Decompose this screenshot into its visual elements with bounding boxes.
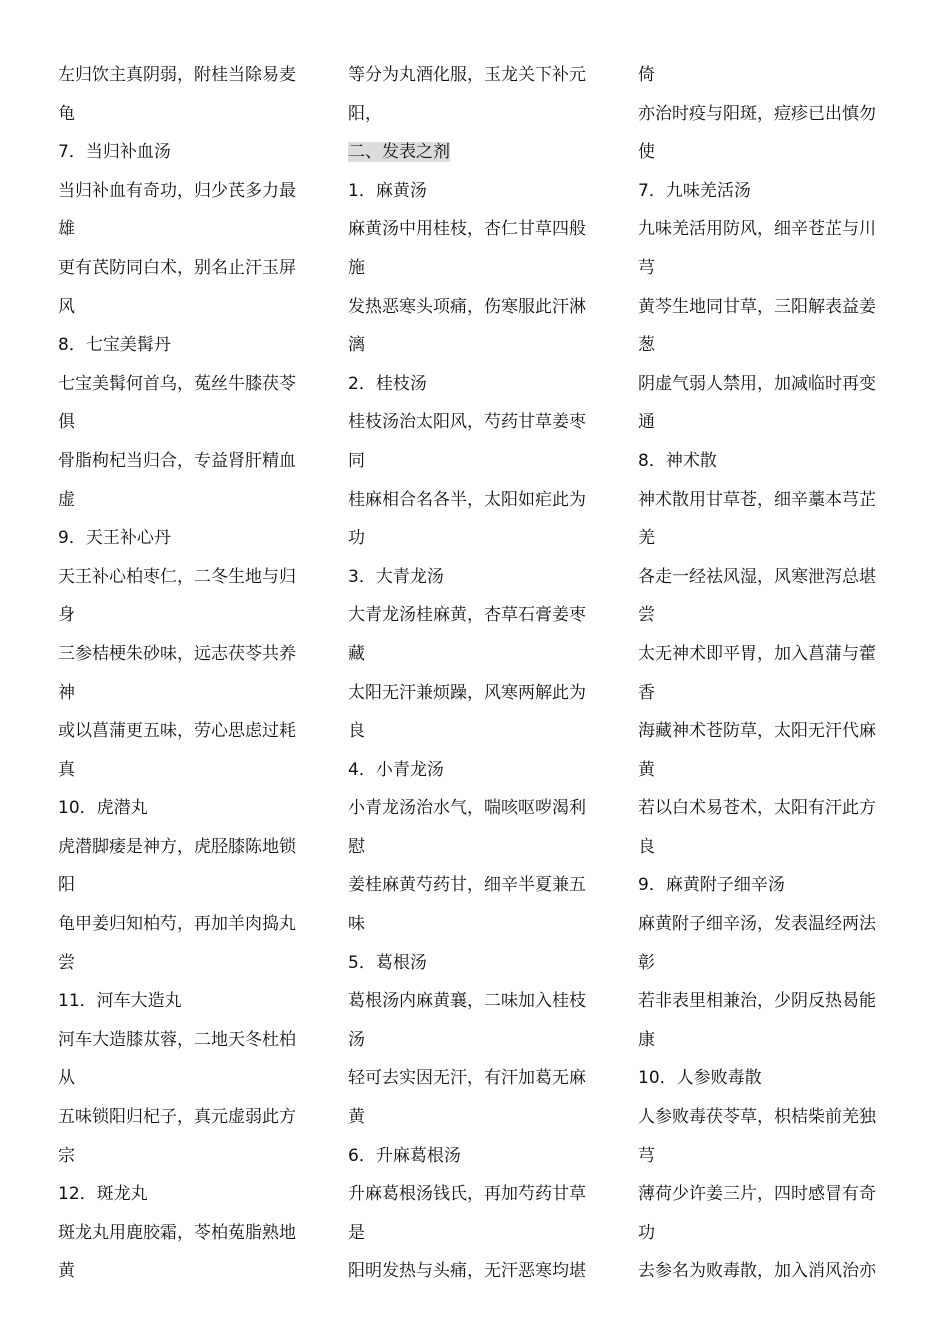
text-line — [58, 674, 320, 713]
text-line — [348, 674, 610, 713]
text-line-content: 小青龙汤治水气，喘咳呕哕渴利 — [348, 798, 586, 819]
text-line — [638, 1059, 900, 1098]
text-line-content: 2．桂枝汤 — [348, 373, 427, 394]
text-line-content: 8．七宝美髯丹 — [58, 335, 171, 356]
text-line-content: 9．麻黄附子细辛汤 — [638, 875, 785, 896]
text-line — [348, 288, 610, 327]
text-line — [58, 95, 320, 134]
text-line-content: 味 — [348, 914, 365, 935]
text-line-content: 良 — [638, 836, 655, 857]
text-line — [348, 56, 610, 95]
text-line-content: 桂枝汤治太阳风，芍药甘草姜枣 — [348, 412, 586, 433]
text-line-content: 阳， — [348, 103, 382, 124]
text-line-content: 海藏神术苍防草，太阳无汗代麻 — [638, 721, 876, 742]
text-line — [348, 1098, 610, 1137]
text-line-content: 良 — [348, 721, 365, 742]
text-line-content: 等分为丸酒化服，玉龙关下补元 — [348, 65, 586, 85]
text-line — [638, 712, 900, 751]
text-line-content: 大青龙汤桂麻黄，杏草石膏姜枣 — [348, 605, 586, 626]
text-line-content: 神 — [58, 682, 75, 703]
text-line — [58, 519, 320, 558]
text-line-content: 6．升麻葛根汤 — [348, 1145, 461, 1166]
text-line-content: 葛根汤内麻黄襄，二味加入桂枝 — [348, 991, 586, 1012]
text-line-content: 尝 — [638, 605, 655, 626]
text-line — [58, 866, 320, 905]
text-line — [58, 596, 320, 635]
text-line — [638, 326, 900, 365]
text-line-content: 虚 — [58, 489, 75, 510]
text-line — [348, 95, 610, 134]
text-line — [638, 905, 900, 944]
text-line — [638, 442, 900, 481]
text-line-content: 亦治时疫与阳斑，痘疹已出慎勿 — [638, 103, 876, 124]
text-line-content: 1．麻黄汤 — [348, 180, 427, 201]
text-line-content: 施 — [348, 257, 365, 278]
text-line — [638, 1252, 900, 1291]
text-line — [638, 1175, 900, 1214]
text-line-content: 康 — [638, 1029, 655, 1050]
text-line — [348, 1214, 610, 1253]
text-line — [348, 1252, 610, 1291]
text-line-content: 俱 — [58, 412, 75, 433]
text-line-content: 姜桂麻黄芍药甘，细辛半夏兼五 — [348, 875, 586, 896]
text-line-content: 12．斑龙丸 — [58, 1184, 148, 1205]
text-line — [638, 133, 900, 172]
text-line — [638, 95, 900, 134]
text-line — [638, 558, 900, 597]
text-line — [58, 751, 320, 790]
text-line — [348, 596, 610, 635]
text-line — [58, 558, 320, 597]
text-line — [638, 635, 900, 674]
text-line-content: 黄 — [638, 759, 655, 780]
text-line — [638, 172, 900, 211]
text-line — [638, 249, 900, 288]
text-line-content: 天王补心柏枣仁，二冬生地与归 — [58, 566, 296, 587]
text-line — [638, 1098, 900, 1137]
text-line-content: 虎潜脚痿是神方，虎胫膝陈地锁 — [58, 836, 296, 857]
text-line — [58, 982, 320, 1021]
text-line — [348, 1137, 610, 1176]
text-column-right — [638, 56, 900, 1291]
text-line-content: 三参桔梗朱砂味，远志茯苓共养 — [58, 643, 296, 664]
text-line-content: 麻黄汤中用桂枝，杏仁甘草四般 — [348, 219, 586, 240]
text-line-content: 是 — [348, 1222, 365, 1243]
text-line-content: 10．虎潜丸 — [58, 798, 148, 819]
text-line-content: 轻可去实因无汗，有汗加葛无麻 — [348, 1068, 586, 1089]
text-line-content: 龟甲姜归知柏芍，再加羊肉捣丸 — [58, 914, 296, 935]
text-line — [348, 712, 610, 751]
text-line — [348, 210, 610, 249]
text-line-content: 阳明发热与头痛，无汗恶寒均堪 — [348, 1261, 586, 1282]
text-line — [58, 172, 320, 211]
text-line — [348, 944, 610, 983]
text-line-content: 漓 — [348, 335, 365, 356]
text-line — [58, 1098, 320, 1137]
text-line-content: 风 — [58, 296, 75, 317]
text-line-content: 雄 — [58, 219, 75, 240]
text-line — [348, 326, 610, 365]
text-line-content: 功 — [638, 1222, 655, 1243]
text-line — [58, 481, 320, 520]
text-line-content: 阳 — [58, 875, 75, 896]
text-line-content: 11．河车大造丸 — [58, 991, 182, 1012]
text-line-content: 太无神术即平胃，加入菖蒲与藿 — [638, 643, 876, 664]
text-line — [348, 172, 610, 211]
text-line-content: 汤 — [348, 1029, 365, 1050]
text-line-content: 薄荷少许姜三片，四时感冒有奇 — [638, 1184, 876, 1205]
text-line — [58, 1175, 320, 1214]
text-line-content: 通 — [638, 412, 655, 433]
text-line — [638, 674, 900, 713]
text-line-content: 左归饮主真阴弱，附桂当除易麦 — [58, 65, 296, 85]
text-line — [348, 481, 610, 520]
text-line-content: 9．天王补心丹 — [58, 528, 171, 549]
text-line-content: 芎 — [638, 1145, 655, 1166]
text-line-content: 或以菖蒲更五味，劳心思虑过耗 — [58, 721, 296, 742]
text-line — [58, 635, 320, 674]
text-line — [348, 365, 610, 404]
text-line — [348, 1021, 610, 1060]
text-line — [348, 982, 610, 1021]
text-line-content: 4．小青龙汤 — [348, 759, 444, 780]
text-line-content: 黄芩生地同甘草，三阳解表益姜 — [638, 296, 876, 317]
text-line-content: 身 — [58, 605, 75, 626]
text-line-content: 7．当归补血汤 — [58, 142, 171, 163]
text-line-content: 8．神术散 — [638, 450, 717, 471]
text-column-middle — [348, 56, 610, 1291]
text-line-content: 骨脂枸杞当归合，专益肾肝精血 — [58, 450, 296, 471]
text-line — [348, 828, 610, 867]
text-line — [348, 1059, 610, 1098]
text-line — [638, 982, 900, 1021]
text-line — [348, 403, 610, 442]
text-line — [58, 1137, 320, 1176]
text-line — [638, 789, 900, 828]
text-column-left — [58, 56, 320, 1291]
text-line — [638, 519, 900, 558]
text-line — [58, 249, 320, 288]
text-line-content: 桂麻相合名各半，太阳如疟此为 — [348, 489, 586, 510]
text-line — [58, 56, 320, 95]
text-line — [348, 866, 610, 905]
text-line — [348, 905, 610, 944]
text-line-content: 七宝美髯何首乌，菟丝牛膝茯苓 — [58, 373, 296, 394]
text-line-content: 龟 — [58, 103, 75, 124]
text-line — [58, 1252, 320, 1291]
text-line — [638, 866, 900, 905]
text-line — [638, 596, 900, 635]
text-line — [348, 519, 610, 558]
text-line-content: 芎 — [638, 257, 655, 278]
text-line — [58, 944, 320, 983]
text-line — [638, 481, 900, 520]
text-line — [638, 1137, 900, 1176]
text-line — [58, 326, 320, 365]
text-line-content: 7．九味羌活汤 — [638, 180, 751, 201]
text-line-content: 从 — [58, 1068, 75, 1089]
text-line — [348, 1175, 610, 1214]
text-line — [638, 1214, 900, 1253]
text-line-content: 宗 — [58, 1145, 75, 1166]
text-line-content: 五味锁阳归杞子，真元虚弱此方 — [58, 1107, 296, 1128]
text-line-content: 黄 — [348, 1107, 365, 1128]
text-line — [638, 944, 900, 983]
text-line-content: 3．大青龙汤 — [348, 566, 444, 587]
text-line-content: 阴虚气弱人禁用，加减临时再变 — [638, 373, 876, 394]
text-line-content: 升麻葛根汤钱氏，再加芍药甘草 — [348, 1184, 586, 1205]
text-line-content: 去参名为败毒散，加入消风治亦 — [638, 1261, 876, 1282]
text-line-content: 人参败毒茯苓草，枳桔柴前羌独 — [638, 1107, 876, 1128]
text-line — [348, 751, 610, 790]
text-line-content: 慰 — [348, 836, 365, 857]
text-line — [58, 288, 320, 327]
text-line-content: 羌 — [638, 528, 655, 549]
text-line-content: 藏 — [348, 643, 365, 664]
text-line-content: 5．葛根汤 — [348, 952, 427, 973]
text-line — [638, 1021, 900, 1060]
text-line-content: 河车大造膝苁蓉，二地天冬杜柏 — [58, 1029, 296, 1050]
text-line-content: 若非表里相兼治，少阴反热曷能 — [638, 991, 876, 1012]
text-line — [58, 210, 320, 249]
text-line — [638, 828, 900, 867]
text-line-content: 彰 — [638, 952, 655, 973]
text-line-content: 神术散用甘草苍，细辛藁本芎芷 — [638, 489, 876, 510]
text-line-content: 黄 — [58, 1261, 75, 1282]
text-line-content: 若以白术易苍术，太阳有汗此方 — [638, 798, 876, 819]
text-line-content: 太阳无汗兼烦躁，风寒两解此为 — [348, 682, 586, 703]
text-line-content: 香 — [638, 682, 655, 703]
text-line-content: 葱 — [638, 335, 655, 356]
text-line-content: 九味羌活用防风，细辛苍芷与川 — [638, 219, 876, 240]
text-line-content: 当归补血有奇功，归少芪多力最 — [58, 180, 296, 201]
text-line — [638, 365, 900, 404]
text-line — [58, 789, 320, 828]
text-line — [58, 1021, 320, 1060]
text-line-content: 同 — [348, 450, 365, 471]
text-line — [58, 365, 320, 404]
text-line — [58, 905, 320, 944]
text-line — [58, 133, 320, 172]
text-line — [348, 558, 610, 597]
text-line — [638, 210, 900, 249]
text-line — [58, 403, 320, 442]
text-line — [638, 403, 900, 442]
text-line-content: 二、发表之剂 — [348, 142, 450, 163]
text-line-content: 麻黄附子细辛汤，发表温经两法 — [638, 914, 876, 935]
text-line-content: 更有芪防同白术，别名止汗玉屏 — [58, 257, 296, 278]
text-line — [58, 1059, 320, 1098]
text-line — [638, 56, 900, 95]
text-line — [58, 1214, 320, 1253]
text-line-content: 使 — [638, 142, 655, 163]
text-line — [348, 249, 610, 288]
text-line-content: 各走一经祛风湿，风寒泄泻总堪 — [638, 566, 876, 587]
text-line — [58, 442, 320, 481]
text-line-content: 尝 — [58, 952, 75, 973]
text-line-content: 10．人参败毒散 — [638, 1068, 762, 1089]
text-line-content: 倚 — [638, 65, 655, 85]
text-line — [638, 751, 900, 790]
text-line-content: 真 — [58, 759, 75, 780]
section-heading-highlighted — [348, 133, 610, 172]
text-line — [58, 712, 320, 751]
text-line-content: 发热恶寒头项痛，伤寒服此汗淋 — [348, 296, 586, 317]
text-line-content: 斑龙丸用鹿胶霜，苓柏菟脂熟地 — [58, 1222, 296, 1243]
text-line — [638, 288, 900, 327]
text-line — [348, 789, 610, 828]
text-line-content: 功 — [348, 528, 365, 549]
text-line — [348, 442, 610, 481]
text-line — [58, 828, 320, 867]
text-line — [348, 635, 610, 674]
